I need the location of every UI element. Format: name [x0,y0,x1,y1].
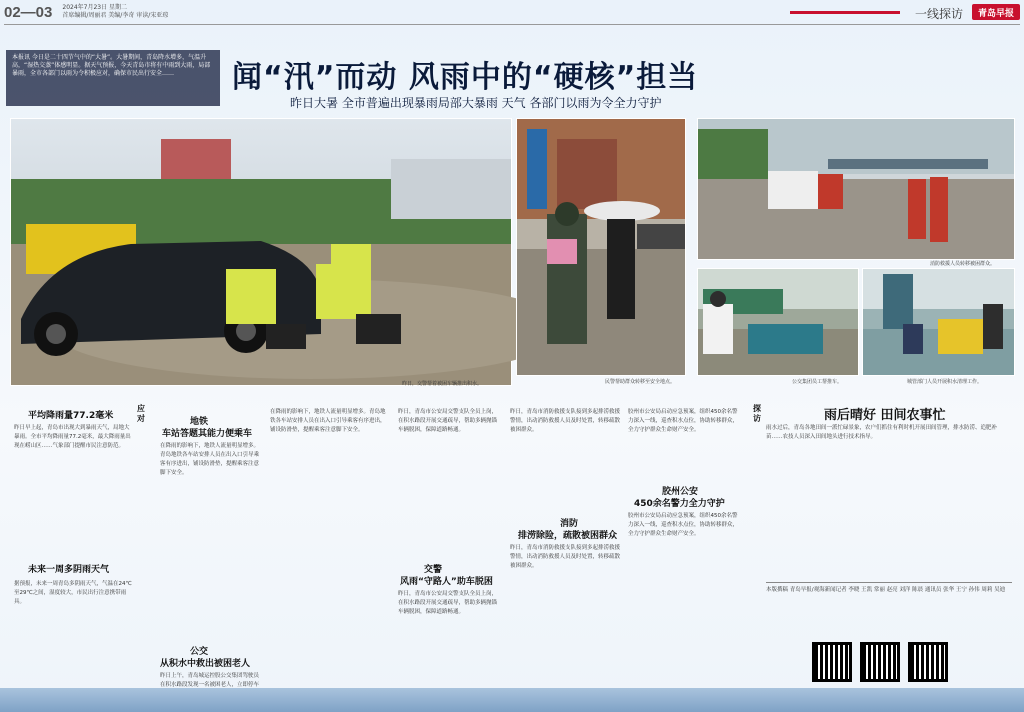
photo-police-umbrella [516,118,686,376]
column3-body: 在降雨的影响下，地铁人流量明显增多。青岛地铁各车站安排人员在出入口引导乘客有序进出，铺设防滑垫，提醒乘客注意脚下安全。 [270,409,386,433]
section3b-body: 昨日，青岛市消防救援支队接到多起排涝救援警情，出动消防救援人员及时处置，转移疏散被困群众。 [510,545,621,569]
qr-code-1[interactable] [812,642,852,682]
photo-firefighters [697,118,1015,260]
section-accent-bar [790,11,900,14]
section5-body: 雨水过后，青岛各地田间一派忙碌景象，农户们抓住有利时机开展田间管理，排水防涝、追肥补苗……农技人员深入田间地头进行技术指导。 [766,425,998,440]
photo-bus-staff-caption: 公交集团员工帮推车。 [792,379,843,385]
section3b-subhead: 排涝除险，疏散被困群众 [518,531,618,541]
photo-city-management [862,268,1015,376]
section1b-body: 据预报，未来一周青岛多阴雨天气，气温在24℃至29℃之间，湿度较大，市民出行注意携带雨具。 [14,581,132,605]
photo-police-umbrella-caption: 民警帮助群众转移至安全地点。 [605,379,676,385]
credits-text [766,586,1012,622]
section2b-subhead: 从积水中救出被困老人 [160,659,251,669]
section3b-heading: 消防 [560,519,579,529]
qr-code-2[interactable] [860,642,900,682]
page-footer-decoration [0,688,1024,712]
section2b-heading: 公交 [190,647,209,657]
photo-firefighters-caption: 消防救援人员转移被困群众。 [930,261,996,267]
section2b-body: 昨日上午，青岛城运控股公交集团驾驶员在积水路段发现一名被困老人，立即停车 [160,673,260,688]
section3-body-2: 昨日，青岛市公安局交警支队全员上岗，在积水路段开展交通疏导，帮助多辆抛锚车辆脱困，保障道路畅通。 [398,591,498,615]
credits-rule [766,582,1012,583]
section2-heading: 地铁 [190,417,209,427]
header-editors: 首席编辑/周丽君 美编/李奇 审读/宋亚琼 [62,12,169,19]
qr-code-3[interactable] [908,642,948,682]
header-meta [62,4,168,20]
column6-body: 胶州市公安局启动应急预案，组织450余名警力深入一线，巡查积水点位，协助转移群众，全力守护群众生命财产安全。 [628,409,739,433]
section4-heading: 胶州公安 [662,487,699,497]
section5-heading: 雨后晴好 田间农事忙 [824,408,946,423]
photo-city-management-image [863,269,1014,375]
headline: 闻“汛”而动 风雨中的“硬核”担当 [232,60,699,95]
credits-label: 本版撰稿 [766,587,789,593]
column5-body: 昨日，青岛市消防救援支队接到多起排涝救援警情，出动消防救援人员及时处置，转移疏散被困群众。 [510,409,621,433]
section3-body: 昨日，青岛市公安局交警支队全员上岗，在积水路段开展交通疏导，帮助多辆抛锚车辆脱困，保障道路畅通。 [398,409,498,433]
section3-heading: 交警 [424,565,443,575]
section3-subhead: 风雨“守路人”助车脱困 [400,577,493,587]
photo-city-management-caption: 城管部门人员开展积水清理工作。 [907,379,983,385]
section1-tag: 应对 [137,404,145,423]
section4-body: 胶州市公安局启动应急预案，组织450余名警力深入一线，巡查积水点位，协助转移群众，全力守护群众生命财产安全。 [628,513,739,537]
photo-firefighters-image [698,119,1014,259]
photo-police-umbrella-image [517,119,685,375]
credits-names: 青岛早报/观海新闻记者 李晓 王凯 常丽 赵亮 刘洋 陈晨 通讯员 张华 王宁 孙伟 周莉 吴迪 [789,587,1006,593]
section4-subhead: 450余名警力全力守护 [634,499,725,509]
lead-paragraph: 本报讯 今日是二十四节气中的“大暑”。大暑期间，青岛降水增多，气温升高，“湿热交蒸”体感明显。据天气预报，今天青岛市将有中雨到大雨，局部暴雨，全市各部门以雨为令积极应对，确保市民出行安全…… [6,50,220,106]
newspaper-logo: 青岛早报 [972,4,1020,20]
photo-push-car-image [11,119,511,385]
page-number: 02—03 [4,3,53,21]
header-date: 2024年7月23日 星期二 [62,4,128,11]
section2-subhead: 车站答题其能力便乘车 [162,429,253,439]
section1-body: 昨日早上起，青岛市出现大到暴雨天气，局地大暴雨。全市平均降雨量77.2毫米，最大降雨量出现在崂山区……气象部门提醒市民注意防范。 [14,425,131,449]
section-name: 一线探访 [915,7,964,21]
photo-bus-staff-image [698,269,858,375]
section1-heading: 平均降雨量77.2毫米 [28,411,114,421]
header-rule [4,24,1020,25]
photo-push-car [10,118,512,386]
photo-bus-staff [697,268,859,376]
section5-tag: 探访 [753,404,761,423]
photo-push-car-caption: 昨日，交警帮着被困车辆推出积水。 [402,381,483,387]
subheadline: 昨日大暑 全市普遍出现暴雨局部大暴雨 天气 各部门以雨为令全力守护 [290,96,662,110]
section1b-heading: 未来一周多阴雨天气 [28,565,110,575]
section2-body: 在降雨的影响下，地铁人流量明显增多。青岛地铁各车站安排人员在出入口引导乘客有序进出，铺设防滑垫，提醒乘客注意脚下安全。 [160,443,260,476]
